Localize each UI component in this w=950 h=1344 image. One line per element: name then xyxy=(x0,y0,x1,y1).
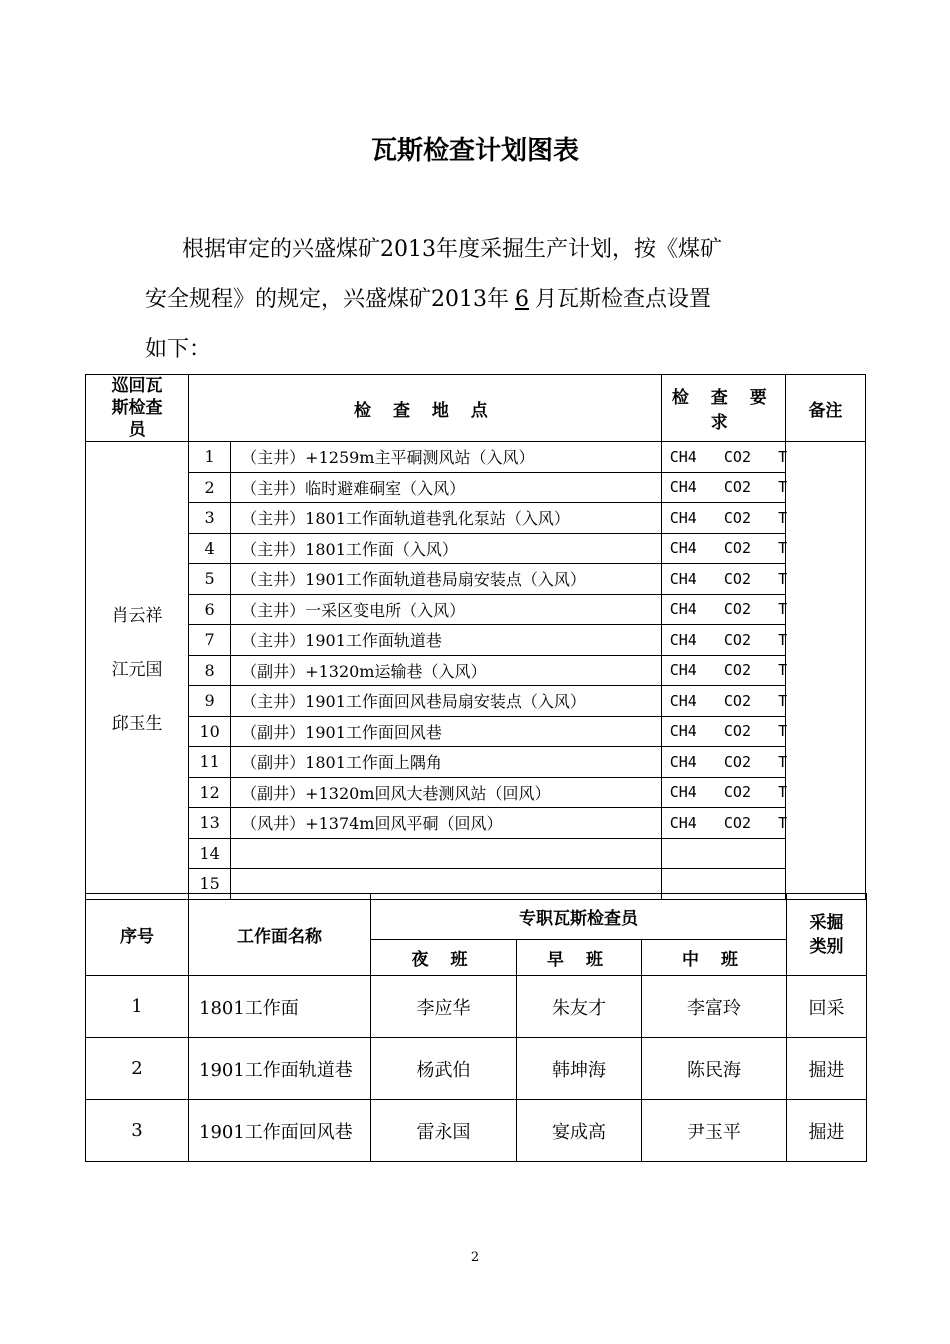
inspection-location: （副井）+1320m回风大巷测风站（回风） xyxy=(231,777,662,808)
inspection-requirements: CH4 CO2 T xyxy=(661,442,785,473)
intro-line-2-prefix: 安全规程》的规定，兴盛煤矿2013年 xyxy=(145,287,509,312)
inspection-location: （主井）1901工作面轨道巷局扇安装点（入风） xyxy=(231,564,662,595)
inspection-requirements: CH4 CO2 T xyxy=(661,777,785,808)
inspection-location: （副井）1801工作面上隅角 xyxy=(231,747,662,778)
morning-shift-inspector: 朱友才 xyxy=(517,976,642,1038)
row-number: 2 xyxy=(189,472,231,503)
row-number: 8 xyxy=(189,655,231,686)
category-cell: 掘进 xyxy=(787,1100,867,1162)
inspection-row xyxy=(86,564,866,595)
header-night-shift: 夜 班 xyxy=(371,940,517,976)
inspection-location: （主井）一采区变电所（入风） xyxy=(231,594,662,625)
row-number: 14 xyxy=(189,838,231,869)
category-cell: 掘进 xyxy=(787,1038,867,1100)
inspection-requirements: CH4 CO2 T xyxy=(661,533,785,564)
seq-cell: 1 xyxy=(86,976,189,1038)
row-number: 9 xyxy=(189,686,231,717)
night-shift-inspector: 李应华 xyxy=(371,976,517,1038)
inspector-name: 邱玉生 xyxy=(111,714,163,735)
night-shift-inspector: 杨武伯 xyxy=(371,1038,517,1100)
row-number: 7 xyxy=(189,625,231,656)
inspection-row xyxy=(86,472,866,503)
inspection-location: （风井）+1374m回风平硐（回风） xyxy=(231,808,662,839)
row-number: 5 xyxy=(189,564,231,595)
inspection-requirements: CH4 CO2 T xyxy=(661,686,785,717)
inspection-location: （副井）1901工作面回风巷 xyxy=(231,716,662,747)
inspection-requirements: CH4 CO2 T xyxy=(661,594,785,625)
page-number: 2 xyxy=(470,1250,480,1265)
middle-shift-inspector: 尹玉平 xyxy=(642,1100,787,1162)
intro-line-2 xyxy=(145,286,835,314)
inspection-requirements: CH4 CO2 T xyxy=(661,655,785,686)
inspector-names xyxy=(86,442,189,900)
inspection-location: （主井）1801工作面轨道巷乳化泵站（入风） xyxy=(231,503,662,534)
header-category: 采掘类别 xyxy=(787,894,867,976)
inspection-row xyxy=(86,808,866,839)
inspection-location xyxy=(231,838,662,869)
document-title: 瓦斯检查计划图表 xyxy=(370,136,579,166)
intro-line-1: 根据审定的兴盛煤矿2013年度采掘生产计划，按《煤矿 xyxy=(182,237,722,262)
inspection-row xyxy=(86,686,866,717)
workface-name: 1901工作面轨道巷 xyxy=(189,1038,371,1100)
row-number: 3 xyxy=(189,503,231,534)
inspection-location: （主井）+1259m主平硐测风站（入风） xyxy=(231,442,662,473)
row-number: 13 xyxy=(189,808,231,839)
inspection-location: （主井）1901工作面轨道巷 xyxy=(231,625,662,656)
inspection-row xyxy=(86,442,866,473)
inspection-location: （主井）1801工作面（入风） xyxy=(231,533,662,564)
row-number: 10 xyxy=(189,716,231,747)
inspection-row xyxy=(86,594,866,625)
morning-shift-inspector: 宴成高 xyxy=(517,1100,642,1162)
inspection-requirements: CH4 CO2 T xyxy=(661,716,785,747)
shift-row xyxy=(86,1100,867,1162)
inspection-row xyxy=(86,625,866,656)
shift-table xyxy=(85,893,867,1162)
header-workface: 工作面名称 xyxy=(189,894,371,976)
seq-cell: 3 xyxy=(86,1100,189,1162)
inspection-requirements: CH4 CO2 T xyxy=(661,503,785,534)
workface-name: 1901工作面回风巷 xyxy=(189,1100,371,1162)
inspection-table xyxy=(85,374,866,900)
row-number: 15 xyxy=(189,869,231,900)
category-cell: 回采 xyxy=(787,976,867,1038)
inspection-requirements: CH4 CO2 T xyxy=(661,808,785,839)
intro-line-2-suffix: 月瓦斯检查点设置 xyxy=(535,287,712,312)
workface-name: 1801工作面 xyxy=(189,976,371,1038)
row-number: 1 xyxy=(189,442,231,473)
header-location: 检 查 地 点 xyxy=(189,375,662,442)
middle-shift-inspector: 陈民海 xyxy=(642,1038,787,1100)
inspection-requirements: CH4 CO2 T xyxy=(661,564,785,595)
row-number: 4 xyxy=(189,533,231,564)
shift-row xyxy=(86,1038,867,1100)
row-number: 12 xyxy=(189,777,231,808)
inspection-row xyxy=(86,838,866,869)
month-value: 6 xyxy=(515,287,529,312)
inspection-requirements: CH4 CO2 T xyxy=(661,747,785,778)
header-inspector: 巡回瓦斯检查员 xyxy=(86,375,189,442)
header-middle-shift: 中 班 xyxy=(642,940,787,976)
header-seq: 序号 xyxy=(86,894,189,976)
inspector-name: 江元国 xyxy=(111,660,163,681)
row-number: 6 xyxy=(189,594,231,625)
inspection-row xyxy=(86,716,866,747)
intro-line-3: 如下： xyxy=(145,337,212,362)
header-requirements: 检 查 要 求 xyxy=(661,375,785,442)
inspection-row xyxy=(86,777,866,808)
header-morning-shift: 早 班 xyxy=(517,940,642,976)
night-shift-inspector: 雷永国 xyxy=(371,1100,517,1162)
inspection-requirements xyxy=(661,838,785,869)
inspection-location: （主井）临时避难硐室（入风） xyxy=(231,472,662,503)
inspection-requirements: CH4 CO2 T xyxy=(661,625,785,656)
inspection-row xyxy=(86,503,866,534)
header-notes: 备注 xyxy=(785,375,865,442)
inspection-row xyxy=(86,533,866,564)
notes-cell xyxy=(785,442,865,900)
inspection-location: （副井）+1320m运输巷（入风） xyxy=(231,655,662,686)
seq-cell: 2 xyxy=(86,1038,189,1100)
inspector-name: 肖云祥 xyxy=(111,606,163,627)
inspection-requirements: CH4 CO2 T xyxy=(661,472,785,503)
morning-shift-inspector: 韩坤海 xyxy=(517,1038,642,1100)
inspection-location: （主井）1901工作面回风巷局扇安装点（入风） xyxy=(231,686,662,717)
inspection-row xyxy=(86,655,866,686)
middle-shift-inspector: 李富玲 xyxy=(642,976,787,1038)
inspection-row xyxy=(86,747,866,778)
header-inspectors: 专职瓦斯检查员 xyxy=(371,894,787,940)
row-number: 11 xyxy=(189,747,231,778)
shift-row xyxy=(86,976,867,1038)
